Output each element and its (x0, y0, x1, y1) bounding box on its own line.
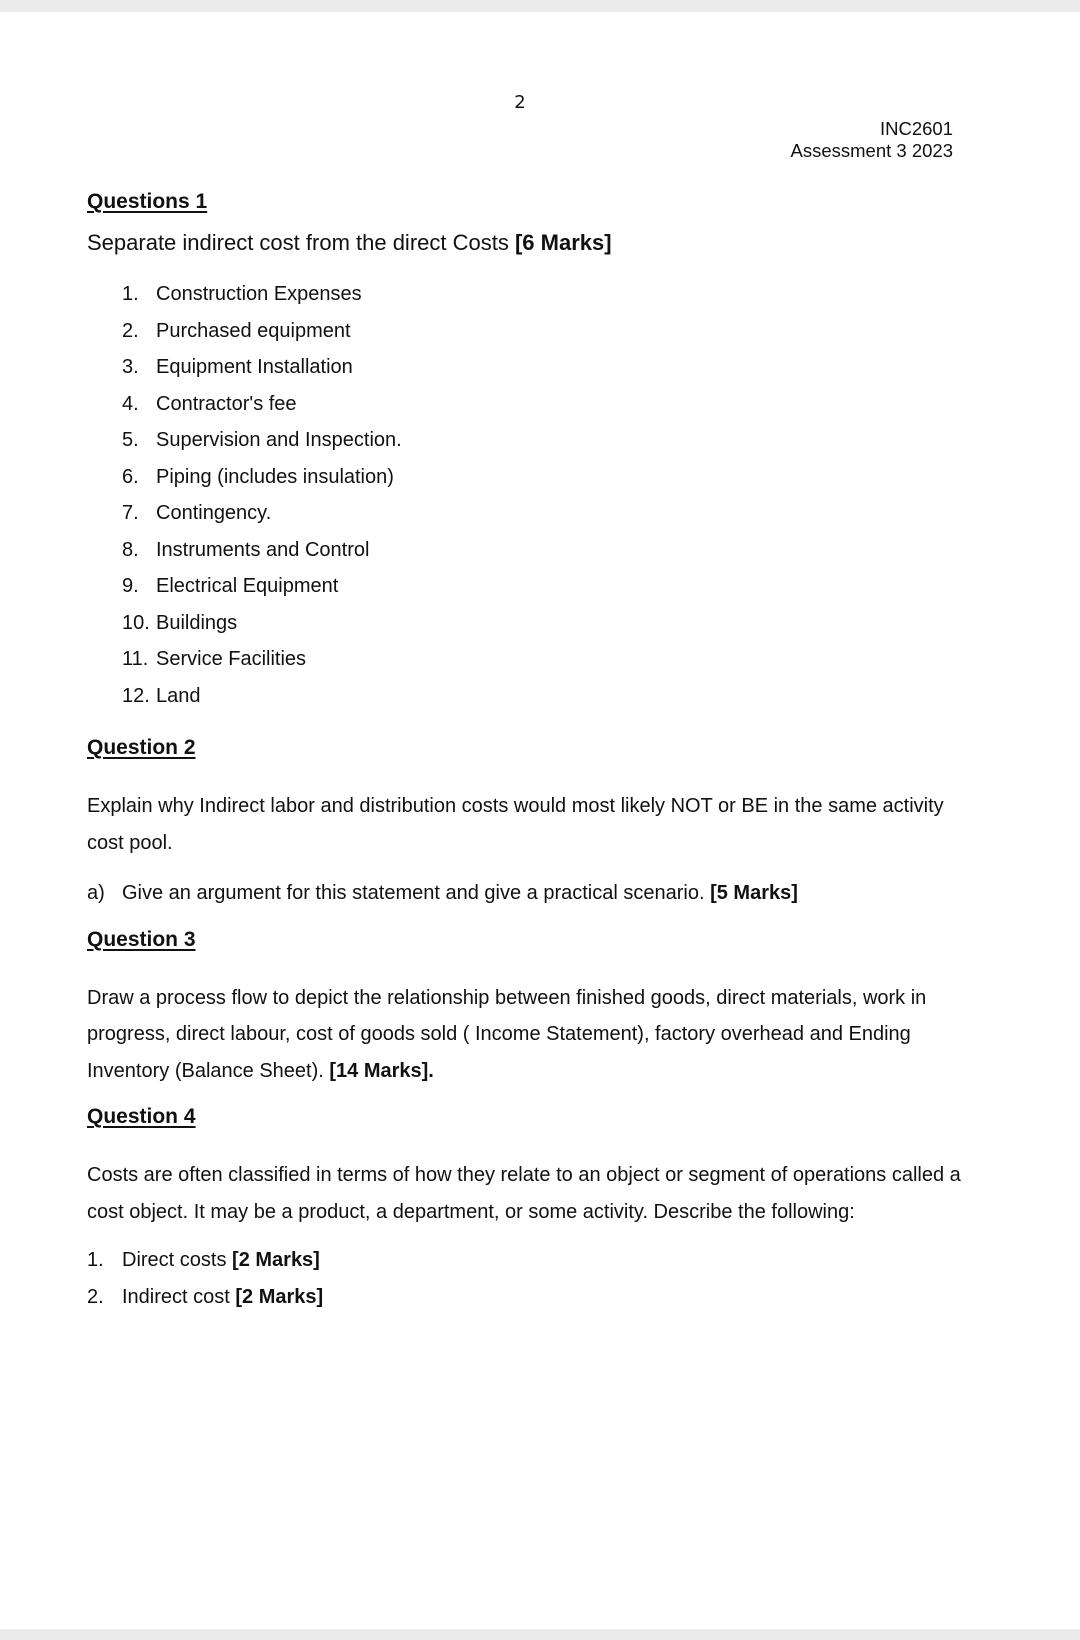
document-body (87, 188, 967, 1315)
question-1-marks: [6 Marks] (514, 230, 612, 255)
list-item (122, 386, 967, 423)
question-1 (87, 188, 967, 714)
list-item-text: Piping (includes insulation) (156, 465, 394, 488)
list-item-text: Buildings (156, 611, 238, 634)
list-item-text: Direct costs (122, 1249, 227, 1271)
list-item-number: 10. (122, 611, 150, 634)
list-item-marks: [2 Marks] (235, 1285, 324, 1308)
list-item-text: Construction Expenses (156, 283, 362, 305)
list-item-number: 8. (122, 538, 139, 561)
list-item-text: Service Facilities (156, 648, 307, 670)
question-3-text: Draw a process flow to depict the relationship between finished goods, direct materials, work in progress, direct labour, cost of goods sold ( Income Statement), factory overhead and Ending Inventory (Balance Sheet). (87, 986, 927, 1082)
list-item-number: 12. (122, 684, 150, 707)
question-4-list (87, 1242, 967, 1315)
list-item-text: Contractor's fee (156, 392, 297, 415)
course-code: INC2601 (879, 118, 953, 139)
list-item (87, 1242, 967, 1279)
document-page (0, 12, 1080, 1629)
list-item (87, 1279, 967, 1316)
subquestion-body (122, 875, 798, 912)
list-item-text: Contingency. (156, 502, 272, 524)
list-item (122, 641, 967, 678)
subquestion-marks: [5 Marks] (710, 882, 798, 904)
question-3 (87, 926, 967, 1090)
list-item-number: 6. (122, 465, 139, 488)
list-item (122, 313, 967, 350)
list-item-number: 9. (122, 575, 139, 597)
question-2-subquestion (87, 875, 967, 912)
list-item (122, 422, 967, 459)
question-1-list (87, 276, 967, 714)
question-1-heading: Questions 1 (87, 190, 208, 213)
list-item (122, 276, 967, 313)
list-item-number: 2. (87, 1285, 104, 1308)
question-2 (87, 734, 967, 912)
list-item-number: 11. (122, 648, 149, 670)
question-2-heading: Question 2 (87, 736, 196, 759)
assessment-label: Assessment 3 2023 (790, 140, 953, 161)
question-4-text: Costs are often classified in terms of how they relate to an object or segment of operations called a cost object. It may be a product, a department, or some activity. Describe the following: (87, 1164, 961, 1223)
list-item-text: Electrical Equipment (156, 575, 339, 597)
question-4-heading: Question 4 (87, 1105, 196, 1128)
list-item (122, 568, 967, 605)
question-4 (87, 1103, 967, 1315)
list-item-number: 1. (87, 1249, 104, 1271)
list-item-text: Equipment Installation (156, 356, 353, 378)
question-2-text: Explain why Indirect labor and distribution costs would most likely NOT or BE in the same activity cost pool. (87, 795, 944, 854)
list-item-text: Supervision and Inspection. (156, 429, 402, 451)
list-item-marks: [2 Marks] (232, 1249, 320, 1271)
list-item (122, 532, 967, 569)
list-item-number: 2. (122, 319, 139, 342)
question-3-marks: [14 Marks]. (329, 1059, 434, 1082)
subquestion-text: Give an argument for this statement and give a practical scenario. (122, 882, 705, 904)
list-item (122, 605, 967, 642)
question-1-intro-text: Separate indirect cost from the direct Costs (87, 230, 509, 255)
list-item-number: 7. (122, 502, 139, 524)
list-item-number: 1. (122, 283, 139, 305)
list-item-number: 3. (122, 356, 139, 378)
list-item (122, 349, 967, 386)
list-item (122, 678, 967, 715)
list-item (122, 495, 967, 532)
list-item (122, 459, 967, 496)
list-item-number: 5. (122, 429, 139, 451)
list-item-number: 4. (122, 392, 139, 415)
list-item-text: Instruments and Control (156, 538, 370, 561)
subquestion-label: a) (87, 882, 105, 904)
list-item-text: Purchased equipment (156, 319, 351, 342)
question-1-intro (87, 228, 967, 258)
list-item-body (122, 1242, 320, 1279)
question-3-heading: Question 3 (87, 927, 196, 951)
viewer-bottom-edge (0, 1629, 1080, 1640)
list-item-text: Land (156, 684, 201, 707)
page-number: 2 (514, 92, 526, 113)
question-3-paragraph (87, 980, 967, 1090)
list-item-body (122, 1279, 323, 1316)
list-item-text: Indirect cost (122, 1285, 230, 1308)
document-header (791, 118, 953, 162)
